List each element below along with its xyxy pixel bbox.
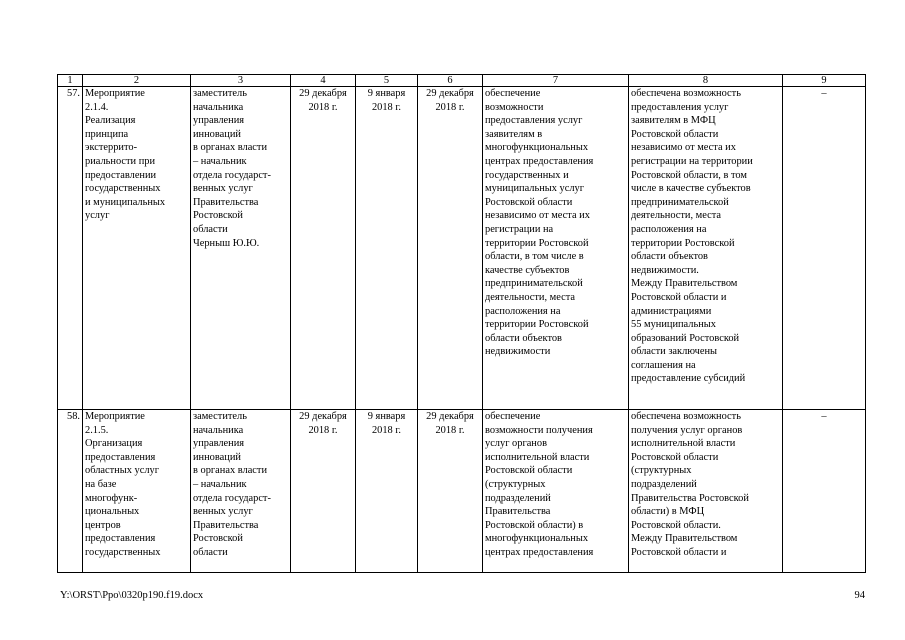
- column-number: 9: [783, 75, 866, 87]
- actual-result-cell: обеспечена возможность получения услуг органов исполнительной власти Ростовской области (структурных подразделений Правительства Ростовской области) в МФЦ Ростовской области. Между Правительством Ростовской области и: [629, 410, 783, 573]
- column-number: 3: [191, 75, 291, 87]
- column-number: 1: [58, 75, 83, 87]
- column-number: 5: [356, 75, 418, 87]
- column-number-row: [58, 75, 866, 87]
- event-cell: Мероприятие 2.1.4. Реализация принципа экстеррито- риальности при предоставлении государственных и муниципальных услуг: [83, 87, 191, 410]
- schedule-table: [57, 74, 866, 573]
- control-date-cell: 29 декабря 2018 г.: [418, 87, 483, 410]
- column-number: 8: [629, 75, 783, 87]
- control-date-cell: 29 декабря 2018 г.: [418, 410, 483, 573]
- note-cell: –: [783, 87, 866, 410]
- end-date-cell: 9 января 2018 г.: [356, 410, 418, 573]
- page-number: 94: [854, 590, 865, 601]
- row-number-cell: 57.: [58, 87, 83, 410]
- actual-result-cell: обеспечена возможность предоставления услуг заявителям в МФЦ Ростовской области независимо от места их регистрации на территории Ростовской области, в том числе в качестве субъектов предпринимательской деятельности, места расположения на территории Ростовской области объектов недвижимости. Между Правительством Ростовской области и администрациями 55 муниципальных образований Ростовской области заключены соглашения на предоставление субсидий: [629, 87, 783, 410]
- column-number: 2: [83, 75, 191, 87]
- row-number-cell: 58.: [58, 410, 83, 573]
- note-cell: –: [783, 410, 866, 573]
- expected-result-cell: обеспечение возможности предоставления услуг заявителям в многофункциональных центрах предоставления государственных и муниципальных услуг Ростовской области независимо от места их регистрации на территории Ростовской области, в том числе в качестве субъектов предпринимательской деятельности, места расположения на территории Ростовской области объектов недвижимости: [483, 87, 629, 410]
- table-row: [58, 410, 866, 573]
- event-cell: Мероприятие 2.1.5. Организация предоставления областных услуг на базе многофунк- циональных центров предоставления государственных: [83, 410, 191, 573]
- start-date-cell: 29 декабря 2018 г.: [291, 410, 356, 573]
- expected-result-cell: обеспечение возможности получения услуг органов исполнительной власти Ростовской области (структурных подразделений Правительства Ростовской области) в многофункциональных центрах предоставления: [483, 410, 629, 573]
- end-date-cell: 9 января 2018 г.: [356, 87, 418, 410]
- column-number: 7: [483, 75, 629, 87]
- responsible-cell: заместитель начальника управления инноваций в органах власти – начальник отдела государст- венных услуг Правительства Ростовской области Черныш Ю.Ю.: [191, 87, 291, 410]
- start-date-cell: 29 декабря 2018 г.: [291, 87, 356, 410]
- responsible-cell: заместитель начальника управления инноваций в органах власти – начальник отдела государст- венных услуг Правительства Ростовской области: [191, 410, 291, 573]
- footer-file-path: Y:\ORST\Ppo\0320p190.f19.docx: [60, 590, 204, 601]
- column-number: 4: [291, 75, 356, 87]
- column-number: 6: [418, 75, 483, 87]
- table-row: [58, 87, 866, 410]
